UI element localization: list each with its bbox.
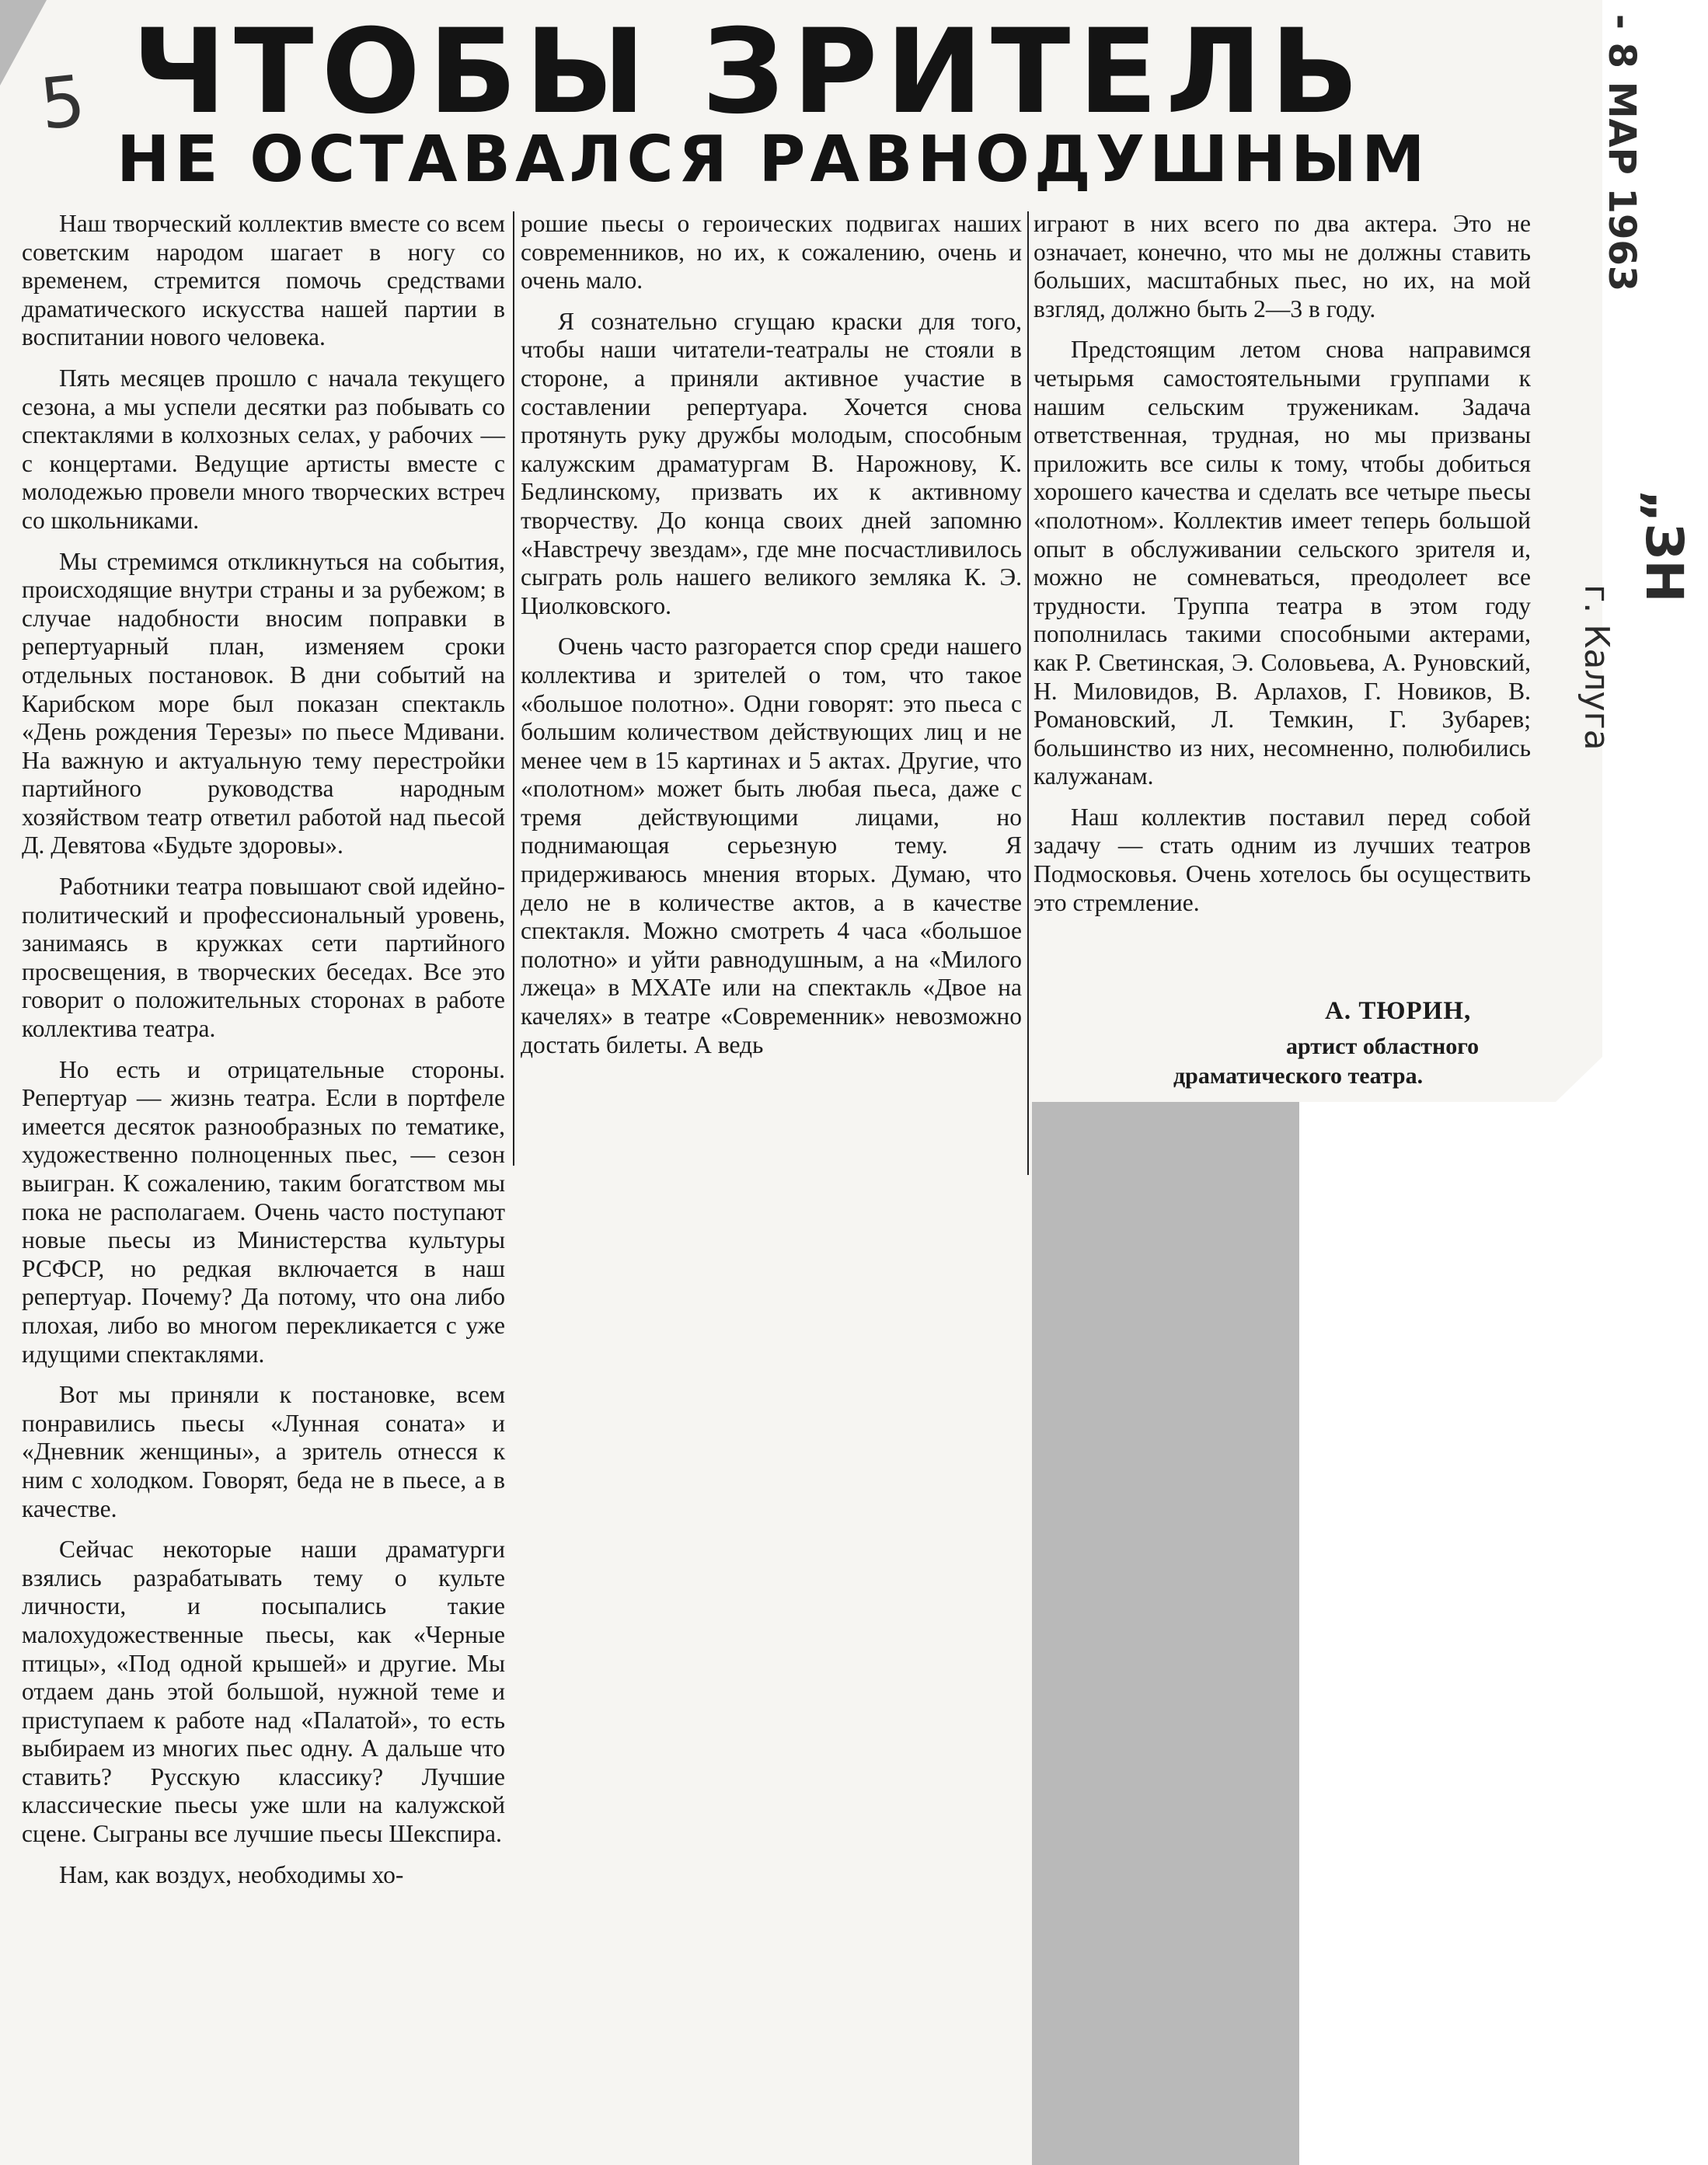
paragraph: Вот мы приняли к постановке, всем понравились пьесы «Лунная соната» и «Дневник женщины», а зритель отнесся к ним с холодком. Говорят, беда не в пьесе, а в качестве.	[22, 1381, 505, 1522]
newspaper-code-stamp: „ЗН	[1634, 490, 1694, 603]
author-role: артист областного	[1286, 1034, 1480, 1059]
paragraph: рошие пьесы о героических подвигах наших современников, но их, к сожалению, очень и очень мало.	[521, 210, 1022, 295]
handwritten-page-number: 5	[36, 60, 89, 146]
article-column-2	[521, 210, 1022, 1072]
article-column-1	[22, 210, 505, 1902]
paragraph: Очень часто разгорается спор среди нашего коллектива и зрителей о том, что такое «большое полотно». Одни говорят: это пьеса с большим количеством действующих лиц и не менее чем в 15 картинах и 5 актах. Другие, что «полотном» может быть любая пьеса, даже с тремя действующими лицами, но поднимающая серьезную тему. Я придерживаюсь мнения вторых. Думаю, что дело не в количестве актов, а в качестве спектакля. Можно смотреть 4 часа «большое полотно» и уйти равнодушным, а на «Милого лжеца» в МХАТе или на спектакль «Двое на качелях» в театре «Современник» невозможно достать билеты. А ведь	[521, 633, 1022, 1058]
paragraph: Работники театра повышают свой идейно-политический и профессиональный уровень, занимаясь в кружках сети партийного просвещения, в творческих беседах. Все это говорит о положительных сторонах в работе коллектива театра.	[22, 873, 505, 1043]
article-subheadline: НЕ ОСТАВАЛСЯ РАВНОДУШНЫМ	[117, 123, 1430, 197]
paragraph: Наш творческий коллектив вместе со всем советским народом шагает в ногу со временем, стремится помочь средствами драматического искусства нашей партии в воспитании нового человека.	[22, 210, 505, 351]
column-rule	[1027, 211, 1029, 1175]
paragraph: Нам, как воздух, необходимы хо-	[59, 1860, 404, 1888]
author-role: драматического театра.	[1173, 1063, 1424, 1089]
article-column-3	[1034, 210, 1531, 929]
paragraph: Сейчас некоторые наши драматурги взялись разрабатывать тему о культе личности, и посыпались такие малохудожественные пьесы, как «Черные птицы», «Под одной крышей» и другие. Мы отдаем дань этой большой, нужной теме и приступаем к работе над «Палатой», то есть выбираем из многих пьес одну. А дальше что ставить? Русскую классику? Лучшие классические пьесы уже шли на калужской сцене. Сыграны все лучшие пьесы Шекспира.	[22, 1536, 505, 1848]
author-name: А. ТЮРИН,	[1325, 997, 1472, 1025]
article-headline: ЧТОБЫ ЗРИТЕЛЬ	[132, 5, 1367, 140]
column-rule	[513, 211, 514, 1166]
paragraph: Пять месяцев прошло с начала текущего сезона, а мы успели десятки раз побывать со спектаклями в колхозных селах, у рабочих — с концертами. Ведущие артисты вместе с молодежью провели много творческих встреч со школьниками.	[22, 364, 505, 534]
paragraph: играют в них всего по два актера. Это не означает, конечно, что мы не должны ставить больших, масштабных пьес, но их, на мой взгляд, должно быть 2—3 в году.	[1034, 210, 1531, 322]
city-stamp: г. Калуга	[1577, 584, 1616, 751]
paragraph: Предстоящим летом снова направимся четырьмя самостоятельными группами к нашим сельским труженикам. Задача ответственная, трудная, но мы призваны приложить все силы к тому, чтобы добиться хорошего качества и сделать все четыре пьесы «полотном». Коллектив имеет теперь большой опыт в обслуживании сельского зрителя и, можно не сомневаться, преодолеет все трудности. Труппа театра в этом году пополнилась такими способными актерами, как Р. Светинская, Э. Соловьева, А. Руновский, Н. Миловидов, В. Арлахов, Г. Новиков, В. Романовский, Л. Темкин, Г. Зубарев; большинство из них, несомненно, полюбились калужанам.	[1034, 336, 1531, 790]
paragraph: Мы стремимся откликнуться на события, происходящие внутри страны и за рубежом; в случае надобности вносим поправки в репертуарный план, изменяем сроки отдельных постановок. В дни событий на Карибском море был показан спектакль «День рождения Терезы» по пьесе Мдивани. На важную и актуальную тему перестройки партийного руководства народным хозяйством театр ответил работой над пьесой Д. Девятова «Будьте здоровы».	[22, 547, 505, 859]
date-stamp: - 8 МАР 1963	[1600, 14, 1644, 292]
paragraph: Я сознательно сгущаю краски для того, чтобы наши читатели-театралы не стояли в стороне, а приняли активное участие в составлении репертуара. Хочется снова протянуть руку дружбы молодым, способным калужским драматургам В. Нарожнову, К. Бедлинскому, призвать их к активному творчеству. До конца своих дней запомню «Навстречу звездам», где мне посчастливилось сыграть роль нашего великого земляка К. Э. Циолковского.	[521, 307, 1022, 619]
paragraph: Наш коллектив поставил перед собой задачу — стать одним из лучших театров Подмосковья. Очень хотелось бы осуществить это стремление.	[1034, 803, 1531, 916]
paragraph: Но есть и отрицательные стороны. Репертуар — жизнь театра. Если в портфеле имеется десяток разнообразных по тематике, художественно полноценных пьес, — сезон выигран. К сожалению, таким богатством мы пока не располагаем. Очень часто поступают новые пьесы из Министерства культуры РСФСР, но редкая включается в наш репертуар. Почему? Да потому, что она либо плохая, либо во многом перекликается с уже идущими спектаклями.	[22, 1055, 505, 1368]
